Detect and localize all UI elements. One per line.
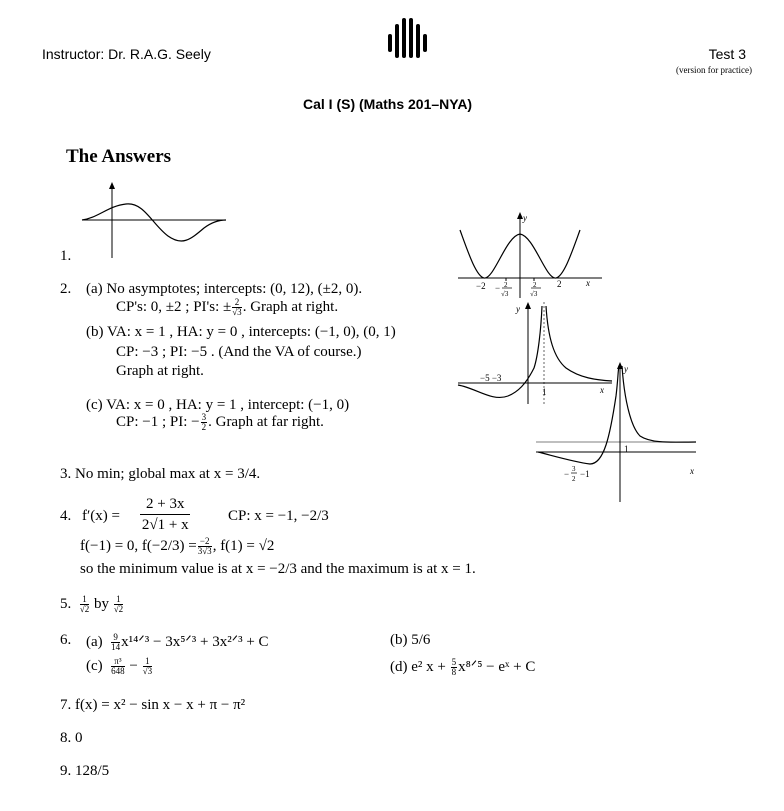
- test-subtitle: (version for practice): [676, 65, 752, 75]
- g2-y-label: y: [516, 304, 520, 314]
- q9-line: 9. 128/5: [60, 763, 110, 779]
- q6d: (d) e² x + $\frac{5}{8}$ x⁸ᐟ⁵ − eˣ + C: [390, 657, 536, 678]
- g2-ticks: −5 −3: [480, 373, 502, 383]
- g2-tick-1: 1: [542, 387, 547, 397]
- q4-lhs: f′(x) =: [82, 508, 120, 524]
- q2c-line1: (c) VA: x = 0 , HA: y = 1 , intercept: (−1, 0): [86, 397, 350, 413]
- q7-line: 7. f(x) = x² − sin x − x + π − π²: [60, 697, 246, 713]
- g1-frac-m-den: √3: [501, 290, 509, 298]
- g1-frac-p-den: √3: [530, 290, 538, 298]
- q4-frac-num: 2 + 3x: [140, 494, 190, 515]
- q2a-graph: [440, 208, 610, 304]
- g1-x-label: x: [586, 278, 590, 288]
- q2b-line3: Graph at right.: [116, 363, 204, 379]
- q8-line: 8. 0: [60, 730, 83, 746]
- g3-x-label: x: [690, 466, 694, 476]
- course-title: Cal I (S) (Maths 201–NYA): [303, 96, 473, 112]
- q4-cp: CP: x = −1, −2/3: [228, 508, 329, 524]
- q4-number: 4.: [60, 508, 72, 524]
- page-title: The Answers: [66, 146, 172, 167]
- g1-y-label: y: [523, 213, 527, 223]
- g3-y-label: y: [624, 364, 628, 374]
- g1-frac-p-num: 2: [533, 281, 537, 289]
- g3-tick-1: 1: [624, 444, 629, 454]
- g1-tick-neg2: −2: [476, 281, 486, 291]
- q1-number: 1.: [60, 248, 72, 264]
- q2b-line2: CP: −3 ; PI: −5 . (And the VA of course.): [116, 344, 362, 360]
- q2a-line1: (a) No asymptotes; intercepts: (0, 12), (±2, 0).: [86, 281, 363, 297]
- instructor-label: Instructor: Dr. R.A.G. Seely: [42, 46, 211, 62]
- q5-line: 5. $\frac{1}{√2}$ by $\frac{1}{√2}$: [60, 594, 124, 614]
- university-logo: [382, 14, 434, 62]
- test-title: Test 3: [708, 46, 746, 62]
- q4-derivative-fraction: [140, 494, 190, 535]
- g3-tick-den: 2: [572, 475, 576, 483]
- g1-minus: −: [495, 283, 501, 293]
- g3-tick-num: 3: [572, 465, 576, 473]
- q4-line3: so the minimum value is at x = −2/3 and the maximum is at x = 1.: [80, 561, 476, 577]
- q4-frac-den: 2√1 + x: [141, 517, 189, 533]
- q4-line2: f(−1) = 0, f(−2/3) = $\frac{-2}{3√3}$ , f(1) = √2: [80, 536, 275, 556]
- g2-x-label: x: [600, 385, 604, 395]
- g1-frac-m-num: 2: [504, 281, 508, 289]
- q2c-line2: CP: −1 ; PI: − $\frac{3}{2}$ . Graph at far right.: [116, 412, 324, 432]
- g1-tick-2: 2: [557, 279, 562, 289]
- q6-number: 6.: [60, 632, 72, 648]
- q2-number: 2.: [60, 281, 72, 297]
- q2c-graph: [534, 356, 704, 506]
- q3-line: 3. No min; global max at x = 3/4.: [60, 466, 261, 482]
- g3-tick-minus: −: [564, 469, 570, 479]
- q6b: (b) 5/6: [390, 632, 431, 648]
- g3-tick-post: −1: [580, 469, 590, 479]
- q1-graph: [78, 180, 228, 260]
- q2b-line1: (b) VA: x = 1 , HA: y = 0 , intercepts: (−1, 0), (0, 1): [86, 324, 396, 340]
- q6a: (a) $\frac{9}{14}$ x¹⁴ᐟ³ − 3x⁵ᐟ³ + 3x²ᐟ³ + C: [86, 632, 269, 653]
- q6c: (c) $\frac{\text{π³}}{648}$ − $\frac{1}{√3}$: [86, 656, 153, 676]
- q2a-line2: CP's: 0, ±2 ; PI's: ± $\frac{2}{√3}$ . Graph at right.: [116, 297, 339, 317]
